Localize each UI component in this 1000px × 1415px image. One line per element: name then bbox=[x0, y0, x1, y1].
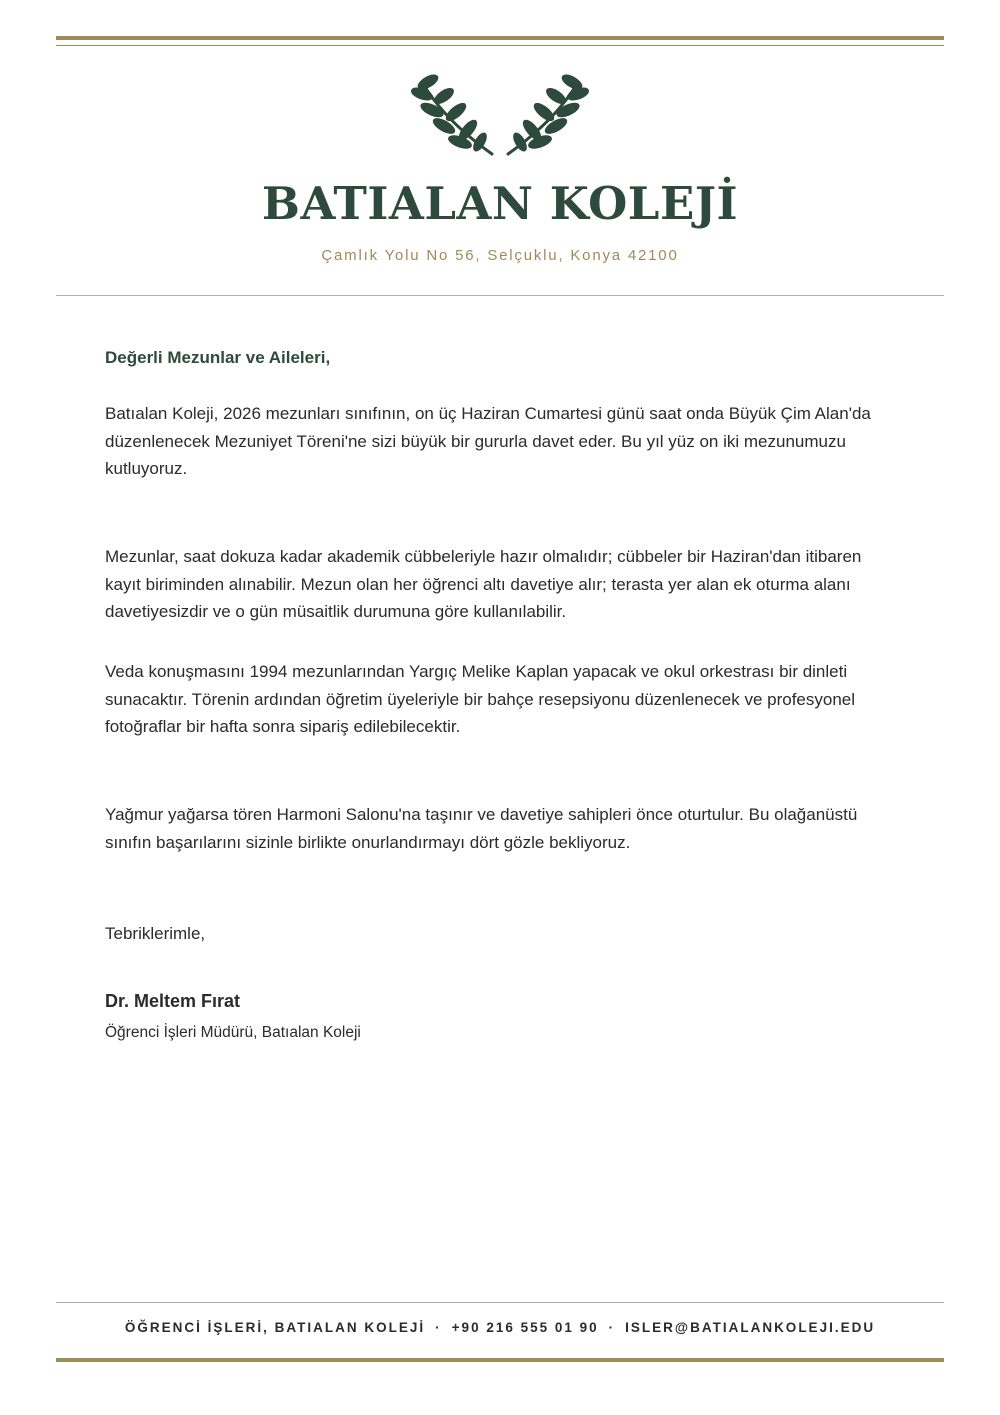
footer-divider bbox=[56, 1302, 944, 1303]
top-rule-thin bbox=[56, 45, 944, 46]
footer-separator: · bbox=[608, 1320, 616, 1335]
footer-separator: · bbox=[435, 1320, 442, 1335]
body-paragraph: Veda konuşmasını 1994 mezunlarından Yargıç Melike Kaplan yapacak ve okul orkestrası bir dinleti sunacaktır. Törenin ardından öğretim üyeleriyle bir bahçe resepsiyonu düzenlenecek ve profesyonel fotoğraflar bir hafta sonra sipariş edilebilecektir. bbox=[105, 662, 856, 736]
footer-department: ÖĞRENCİ İŞLERİ, BATIALAN KOLEJİ bbox=[124, 1320, 426, 1335]
school-name: BATIALAN KOLEJİ bbox=[261, 177, 739, 230]
top-rule-thick bbox=[56, 36, 944, 40]
body-paragraph: Mezunlar, saat dokuza kadar akademik cübbeleriyle hazır olmalıdır; cübbeler bir Haziran'dan itibaren kayıt biriminden alınabilir. Mezun olan her öğrenci altı davetiye alır; terasta yer alan ek oturma alanı davetiyesizdir ve o gün müsaitlik durumuna göre kullanılabilir. bbox=[105, 547, 862, 621]
signer-title: Öğrenci İşleri Müdürü, Batıalan Koleji bbox=[105, 1024, 361, 1041]
body-paragraph: Batıalan Koleji, 2026 mezunları sınıfının, on üç Haziran Cumartesi günü saat onda Büyük Çim Alan'da düzenlenecek Mezuniyet Töreni'ne sizi büyük bir gururla davet eder. Bu yıl yüz on iki mezunumuzu kutluyoruz. bbox=[105, 404, 871, 478]
closing: Tebriklerimle, bbox=[105, 924, 206, 943]
header-divider bbox=[56, 295, 944, 296]
signer-name: Dr. Meltem Fırat bbox=[105, 991, 241, 1011]
school-address: Çamlık Yolu No 56, Selçuklu, Konya 42100 bbox=[321, 247, 679, 264]
bottom-rule-thick bbox=[56, 1358, 944, 1362]
salutation: Değerli Mezunlar ve Aileleri, bbox=[105, 348, 331, 367]
footer-email: ISLER@BATIALANKOLEJI.EDU bbox=[625, 1320, 876, 1335]
body-paragraph: Yağmur yağarsa tören Harmoni Salonu'na taşınır ve davetiye sahipleri önce oturtulur. Bu olağanüstü sınıfın başarılarını sizinle birlikte onurlandırmayı dört gözle bekliyoruz. bbox=[105, 805, 858, 852]
footer-phone: +90 216 555 01 90 bbox=[451, 1320, 599, 1335]
laurel-branches-icon bbox=[410, 72, 590, 168]
footer-contact bbox=[0, 1318, 1000, 1338]
